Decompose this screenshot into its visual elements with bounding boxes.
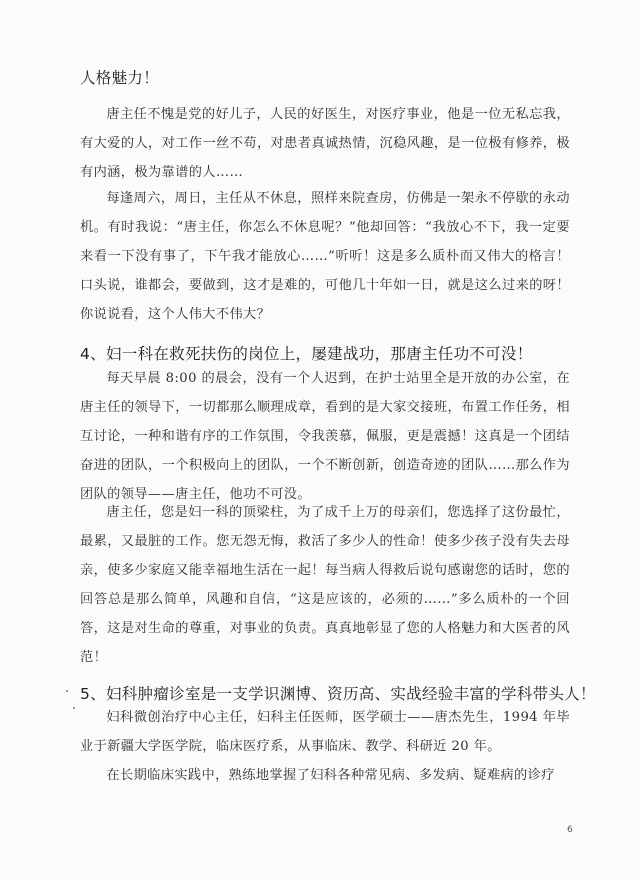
text-line: 极有内涵，极为靠谱的人…… (80, 136, 570, 180)
text-line: 在长期临床实践中，熟练地掌握了妇科各种常见病、多发病、疑难病的诊疗 (106, 768, 555, 783)
text-line: 唐主任不愧是党的好儿子，人民的好医生，对医疗事业，他是一位无私忘我， (106, 107, 570, 122)
section-heading-5: 5、妇科肿瘤诊室是一支学识渊博、资历高、实战经验丰富的学科带头人！ (80, 685, 596, 703)
text-line: 医者的风范！ (80, 621, 571, 665)
text-line: 相互讨论，一种和谐有序的工作氛围，令我羡慕，佩服，更是震撼！这真是一个 (80, 400, 570, 444)
section-heading-4: 4、妇一科在救死扶伤的岗位上，屡建战功，那唐主任功不可没！ (80, 345, 533, 363)
text-line: 么作为团队的领导——唐主任，他功不可没。 (80, 458, 570, 502)
text-line: 每天早晨 8:00 的晨会，没有一个人迟到，在护士站里全是开放的办公室， (106, 371, 557, 386)
text-line: 定要来看一下没有事了，下午我才能放心……”听听！这是多么质朴而又伟大的 (80, 220, 570, 264)
paragraph-clinical-practice (80, 761, 570, 790)
scan-speck (66, 690, 68, 692)
scan-speck (73, 707, 75, 709)
text-line: 动机。有时我说：“唐主任，你怎么不休息呢？”他却回答：“我放心不下，我一 (80, 191, 570, 235)
text-line: 您的回答总是那么简单，风趣和自信，“这是应该的，必须的……”多么质朴的 (80, 563, 570, 607)
page-number: 6 (567, 825, 573, 835)
text-line: 团结奋进的团队，一个积极向上的团队，一个不断创新，创造奇迹的团队……那 (80, 429, 570, 473)
text-line: 妇科微创治疗中心主任，妇科主任医师，医学硕士——唐杰先生，1994 年毕 (106, 710, 570, 725)
text-line: 唐主任，您是妇一科的顶梁柱，为了成千上万的母亲们，您选择了这份最忙， (106, 505, 570, 520)
text-line: 一个回答，这是对生命的尊重，对事业的负责。真真地彰显了您的人格魅力和大 (80, 592, 571, 636)
text-line: 有大爱的人，对工作一丝不苟，对患者真诚热情，沉稳风趣，是一位极有修养， (80, 136, 557, 151)
paragraph-praise (80, 100, 570, 187)
text-line: 母亲，使多少家庭又能幸福地生活在一起！每当病人得救后说句感谢您的话时， (80, 534, 570, 578)
paragraph-morning-meeting (80, 364, 570, 509)
section-heading-charisma: 人格魅力！ (80, 69, 160, 87)
paragraph-tribute (80, 498, 570, 672)
paragraph-weekend-rounds (80, 184, 570, 329)
text-line: 来的呀！你说说看，这个人伟大不伟大？ (80, 278, 571, 322)
text-line: 每逢周六，周日，主任从不休息，照样来院查房，仿佛是一架永不停歇的永 (106, 191, 557, 206)
text-line: 格言！口头说，谁都会，要做到，这才是难的，可他几十年如一日，就是这么过 (80, 249, 570, 293)
text-line: 业于新疆大学医学院，临床医疗系，从事临床、教学、科研近 20 年。 (80, 739, 501, 754)
text-line: 最累，又最脏的工作。您无怨无悔，救活了多少人的性命！使多少孩子没有失去 (80, 534, 557, 549)
text-line: 在唐主任的领导下，一切都那么顺理成章，看到的是大家交接班，布置工作任务， (80, 371, 570, 415)
paragraph-bio (80, 703, 570, 761)
